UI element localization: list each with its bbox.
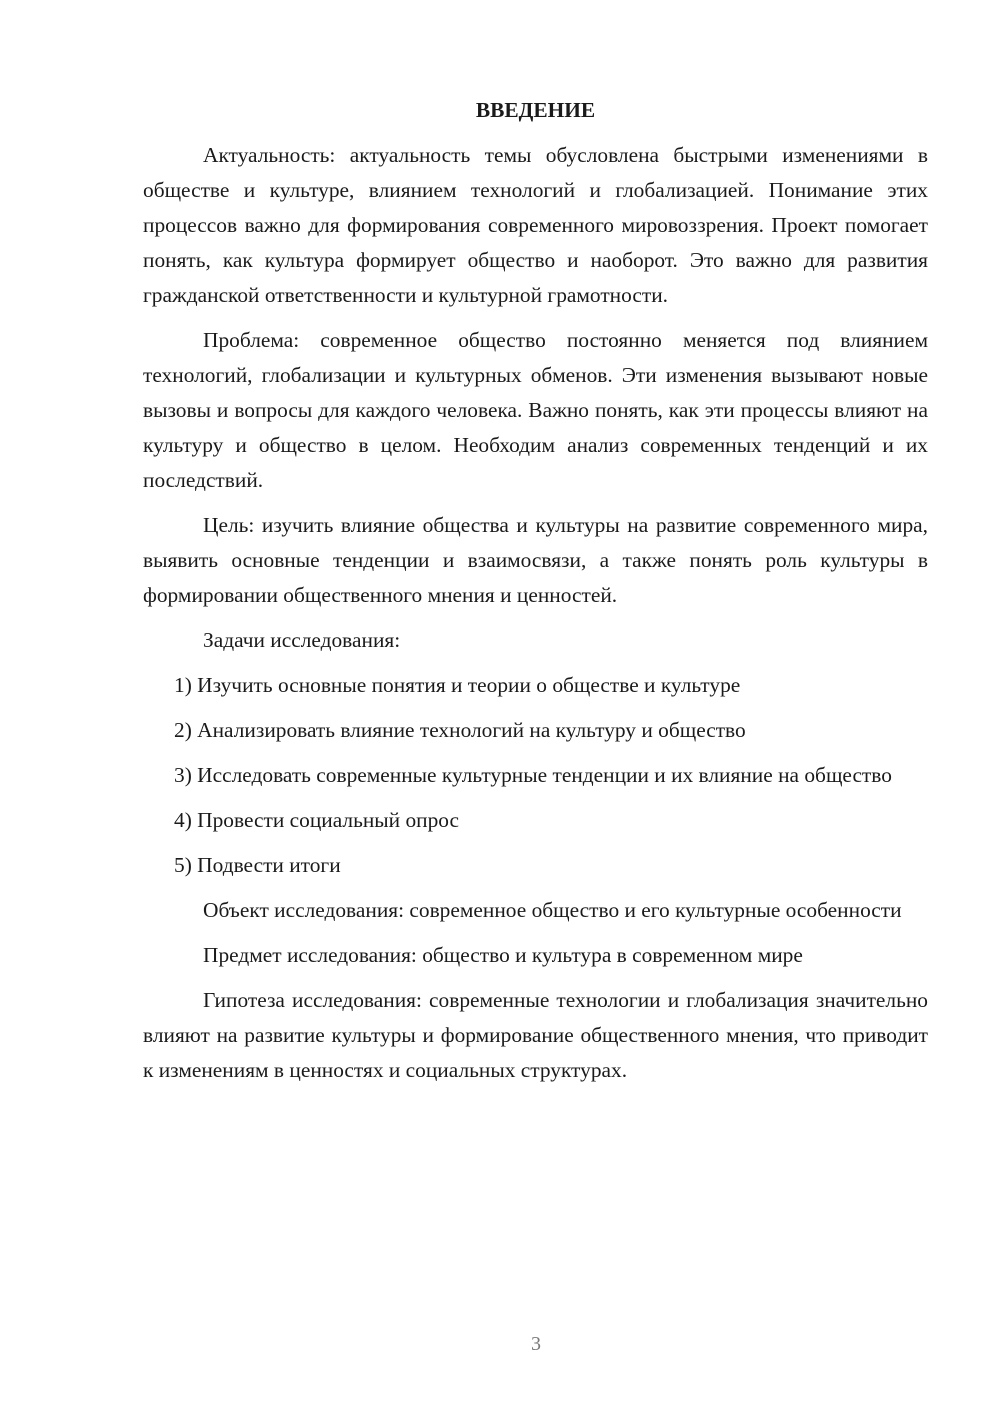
research-subject-paragraph: Предмет исследования: общество и культура в современном мире xyxy=(203,943,803,967)
task-item: 5) Подвести итоги xyxy=(174,853,341,877)
task-item: 2) Анализировать влияние технологий на культуру и общество xyxy=(174,718,746,742)
hypothesis-paragraph: Гипотеза исследования: современные технологии и глобализация значительно влияют на развитие культуры и формирование общественного мнения, что приводит к изменениям в ценностях и социальных структурах. xyxy=(143,988,928,1082)
page-number: 3 xyxy=(531,1333,541,1355)
research-object-paragraph: Объект исследования: современное общество и его культурные особенности xyxy=(203,898,902,922)
tasks-heading: Задачи исследования: xyxy=(203,628,401,652)
page-content xyxy=(143,93,928,1098)
task-item: 1) Изучить основные понятия и теории о обществе и культуре xyxy=(174,673,741,697)
task-item: 3) Исследовать современные культурные тенденции и их влияние на общество xyxy=(174,763,892,787)
relevance-paragraph: Актуальность: актуальность темы обусловлена быстрыми изменениями в обществе и культуре, влиянием технологий и глобализацией. Понимание этих процессов важно для формирования современного мировоззрения. Проект помогает понять, как культура формирует общество и наоборот. Это важно для развития гражданской ответственности и культурной грамотности. xyxy=(143,143,928,307)
page-title: ВВЕДЕНИЕ xyxy=(475,98,596,122)
task-item: 4) Провести социальный опрос xyxy=(174,808,460,832)
problem-paragraph: Проблема: современное общество постоянно меняется под влиянием технологий, глобализации и культурных обменов. Эти изменения вызывают новые вызовы и вопросы для каждого человека. Важно понять, как эти процессы влияют на культуру и общество в целом. Необходим анализ современных тенденций и их последствий. xyxy=(143,328,928,492)
goal-paragraph: Цель: изучить влияние общества и культуры на развитие современного мира, выявить основные тенденции и взаимосвязи, а также понять роль культуры в формировании общественного мнения и ценностей. xyxy=(143,513,928,607)
